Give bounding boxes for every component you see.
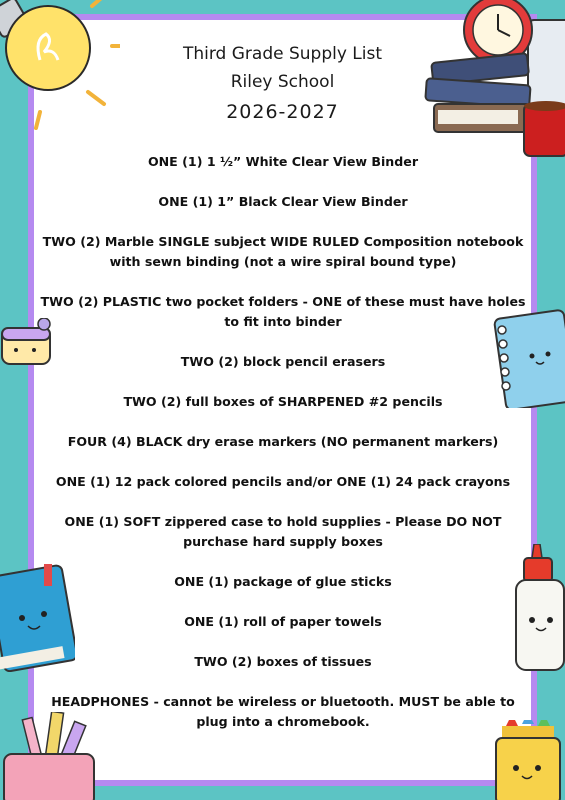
pencil-cup-icon [0, 712, 110, 800]
list-item: FOUR (4) BLACK dry erase markers (NO permanent markers) [67, 434, 499, 449]
list-item: ONE (1) 12 pack colored pencils and/or ONE (1) 24 pack crayons [55, 474, 511, 489]
list-item: HEADPHONES - cannot be wireless or bluetooth. MUST be able to plug into a chromebook. [51, 694, 515, 729]
list-item: ONE (1) roll of paper towels [184, 614, 382, 629]
eraser-icon [0, 318, 60, 378]
list-item: TWO (2) PLASTIC two pocket folders - ONE of these must have holes to fit into binder [40, 294, 526, 329]
glue-bottle-icon [508, 544, 565, 674]
light-bulb-icon [0, 0, 120, 130]
school-name: Riley School [230, 72, 335, 92]
list-item: ONE (1) 1” Black Clear View Binder [158, 194, 408, 209]
list-item: TWO (2) block pencil erasers [180, 354, 386, 369]
supply-list [36, 152, 530, 752]
list-item: TWO (2) boxes of tissues [194, 654, 372, 669]
spiral-notebook-icon [490, 308, 565, 408]
list-item: ONE (1) 1 ½” White Clear View Binder [147, 154, 419, 169]
books-stack-icon [425, 53, 530, 132]
list-item: ONE (1) SOFT zippered case to hold supplies - Please DO NOT purchase hard supply boxes [64, 514, 502, 549]
coffee-cup-icon [524, 101, 565, 156]
school-year: 2026-2027 [226, 101, 339, 123]
list-item: TWO (2) Marble SINGLE subject WIDE RULED Composition notebook with sewn binding (not a wire spiral bound type) [42, 234, 524, 269]
list-item: TWO (2) full boxes of SHARPENED #2 pencils [123, 394, 443, 409]
list-title: Third Grade Supply List [182, 44, 383, 64]
books-and-clock-decoration [420, 0, 565, 170]
crayon-box-icon [492, 720, 565, 800]
book-character-icon [0, 562, 75, 672]
list-item: ONE (1) package of glue sticks [174, 574, 392, 589]
